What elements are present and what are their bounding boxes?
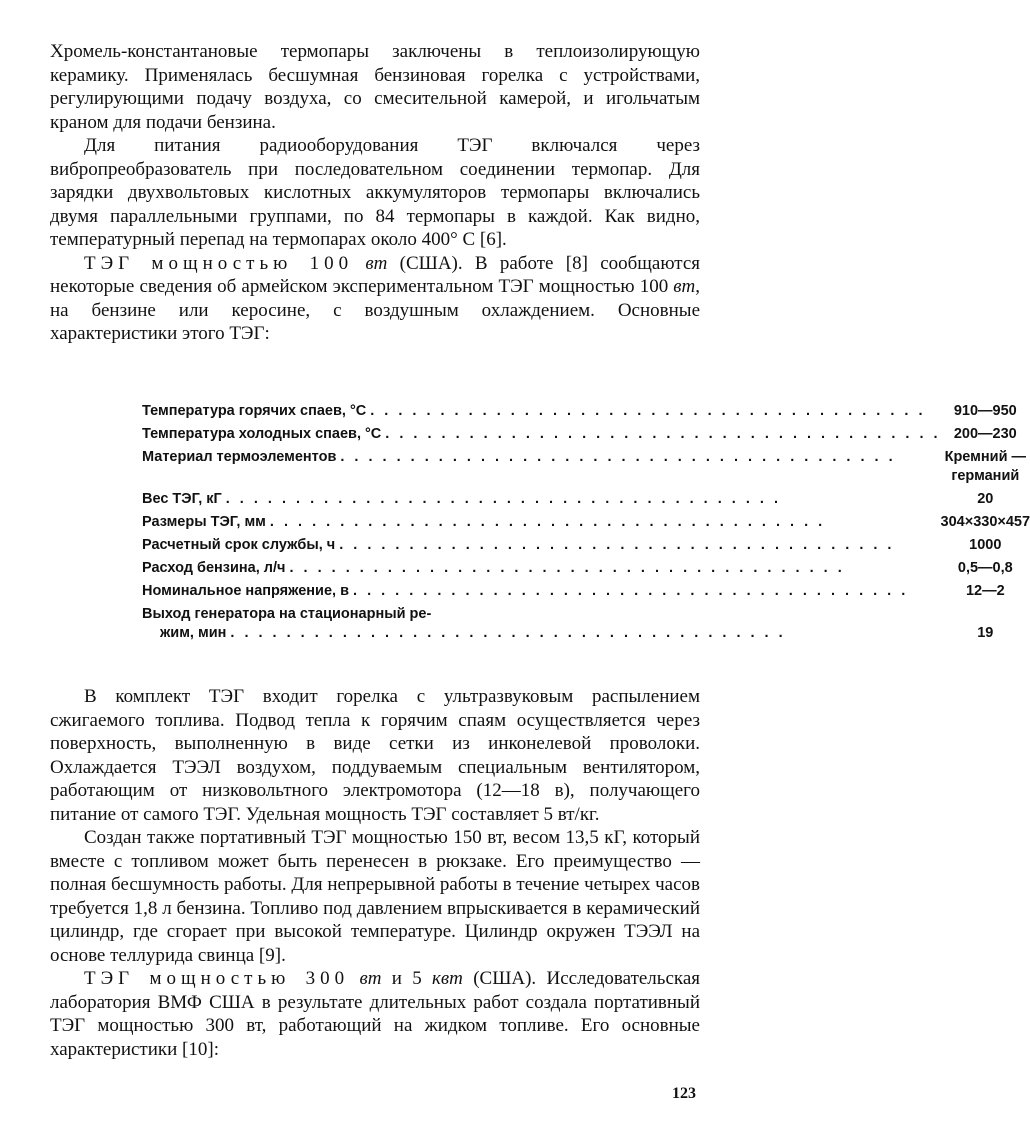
spec-label: Выход генератора на стационарный ре- — [142, 606, 432, 622]
spec-label: Размеры ТЭГ, мм — [142, 514, 266, 530]
paragraph-thermocouples: Хромель-константановые термопары заключены в теплоизолирующую керамику. Применялась бесшумная бензиновая горелка с устройствами, регулирующими подачу воздуха, со смесительной камерой, и игольчатым краном для подачи бензина. — [50, 41, 700, 133]
spec-value: 1000 — [969, 537, 1002, 553]
spec-row — [142, 448, 1030, 490]
spec-row — [142, 425, 1030, 448]
paragraph-150w-teg: Создан также портативный ТЭГ мощностью 150 вт, весом 13,5 кГ, который вместе с топливом может быть перенесен в рюкзаке. Его преимущество — полная бесшумность работы. Для непрерывной работы в течение четырех часов требуется 1,8 л бензина. Топливо под давлением впрыскивается в керамический цилиндр, где сгорает при высокой температуре. Цилиндр окружен ТЭЭЛ на основе теллурида свинца [9]. — [50, 827, 700, 966]
spec-label-cell — [142, 425, 941, 448]
leader-dots — [226, 490, 941, 509]
unit-label: вт — [365, 252, 388, 274]
spec-label: Номинальное напряжение, в — [142, 583, 350, 599]
leader-dots — [353, 582, 941, 601]
spec-row — [142, 490, 1030, 513]
spec-value-cell — [941, 402, 1030, 425]
leader-dots — [339, 536, 940, 555]
paragraph-burner: В комплект ТЭГ входит горелка с ультразвуковым распылением сжигаемого топлива. Подвод тепла к горячим спаям осуществляется через поверхность, выполненную в виде сетки из инконелевой проволоки. Охлаждается ТЭЭЛ воздухом, поддуваемым специальным вентилятором, работающим от низковольтного электромотора (12—18 в), получающего питание от самого ТЭГ. Удельная мощность ТЭГ составляет 5 вт/кг. — [50, 686, 700, 825]
paragraph-text: (США). В работе [8] сообщаются некоторые сведения об армейском экспериментальном ТЭГ мощностью 100 — [50, 252, 701, 297]
top-text-block — [50, 40, 700, 346]
paragraph-100w-teg — [50, 252, 700, 346]
unit-label: вт — [673, 276, 696, 297]
leader-dots — [340, 448, 940, 467]
section-heading-300w: ТЭГ мощностью 300 — [84, 968, 350, 989]
spec-value-continued: германий — [951, 468, 1020, 484]
spec-value-cell — [941, 559, 1030, 582]
spec-value-cell — [941, 605, 1030, 647]
spec-label: Расход бензина, л/ч — [142, 560, 286, 576]
unit-label: квт — [432, 968, 463, 989]
specs-table — [142, 402, 1030, 647]
spec-value: 12—2 — [965, 583, 1005, 599]
spec-value: 200—230 — [953, 426, 1017, 442]
spec-row — [142, 536, 1030, 559]
spec-value: 19 — [977, 625, 994, 641]
spec-row — [142, 513, 1030, 536]
paragraph-text: и 5 — [381, 968, 433, 989]
spec-label: Материал термоэлементов — [142, 449, 337, 465]
leader-dots — [230, 624, 940, 643]
spec-row — [142, 402, 1030, 425]
spec-row — [142, 582, 1030, 605]
leader-dots — [289, 559, 940, 578]
spec-value-cell — [941, 448, 1030, 490]
spec-label-cell — [142, 582, 941, 605]
spec-row — [142, 559, 1030, 582]
paragraph-300w-teg — [50, 967, 700, 1061]
spec-label-cell — [142, 559, 941, 582]
leader-dots — [270, 513, 941, 532]
spec-label-cell — [142, 605, 941, 647]
spec-label: Расчетный срок службы, ч — [142, 537, 336, 553]
paragraph-radio-power: Для питания радиооборудования ТЭГ включался через вибропреобразователь при последовательном соединении термопар. Для зарядки двухвольтовых кислотных аккумуляторов термопары включались двумя параллельными группами, по 84 термопары в каждой. Как видно, температурный перепад на термопарах около 400° С [6]. — [50, 135, 700, 250]
spec-value-cell — [941, 425, 1030, 448]
spec-value-cell — [941, 536, 1030, 559]
spec-row — [142, 605, 1030, 647]
spec-label: Вес ТЭГ, кГ — [142, 491, 222, 507]
unit-label: вт — [359, 968, 382, 989]
spec-value-cell — [941, 513, 1030, 536]
leader-dots — [370, 402, 940, 421]
spec-value: 0,5—0,8 — [957, 560, 1013, 576]
spec-value-cell — [941, 490, 1030, 513]
spec-value: 20 — [977, 491, 994, 507]
spec-label-cell — [142, 513, 941, 536]
page-number: 123 — [672, 1085, 696, 1102]
spec-value-cell — [941, 582, 1030, 605]
spec-label: Температура горячих спаев, °С — [142, 403, 367, 419]
paragraph-text: (США). Исследовательская лаборатория ВМФ США в результате длительных работ создала портативный ТЭГ мощностью 300 вт, работающий на жидком топливе. Его основные характеристики [10]: — [50, 968, 701, 1060]
spec-value: Кремний — — [944, 449, 1027, 465]
spec-value: 910—950 — [953, 403, 1017, 419]
spec-label-continued: жим, мин — [160, 625, 227, 641]
spec-value: 304×330×457 — [940, 514, 1030, 530]
spec-label-cell — [142, 402, 941, 425]
paragraph-text: , на бензине или керосине, с воздушным охлаждением. Основные характеристики этого ТЭГ: — [50, 276, 700, 344]
bottom-text-block — [50, 685, 700, 1061]
leader-dots — [385, 425, 940, 444]
spec-label-cell — [142, 490, 941, 513]
section-heading-100w: ТЭГ мощностью 100 — [84, 252, 354, 274]
spec-label-cell — [142, 448, 941, 490]
spec-label: Температура холодных спаев, °С — [142, 426, 382, 442]
spec-label-cell — [142, 536, 941, 559]
